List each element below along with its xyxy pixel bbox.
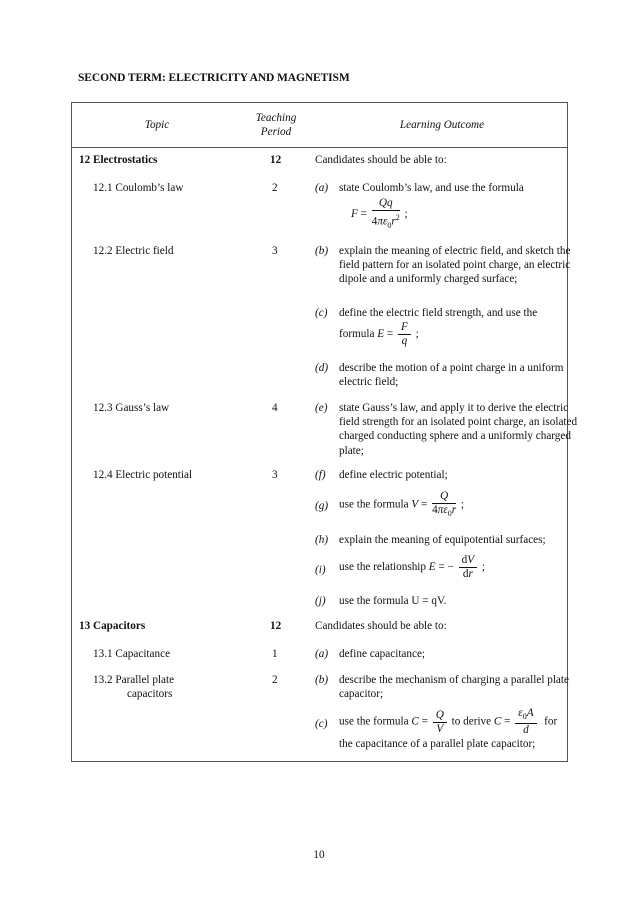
header-divider — [72, 147, 567, 148]
label-12d: (d) — [315, 362, 329, 374]
label-12b: (b) — [315, 245, 329, 257]
topic-12-3: 12.3 Gauss’s law — [93, 402, 170, 414]
topic-12-1: 12.1 Coulomb’s law — [93, 182, 184, 194]
topic-13-1: 13.1 Capacitance — [93, 648, 171, 660]
text-12j: use the formula U = qV. — [339, 595, 447, 607]
page-number: 10 — [313, 849, 325, 861]
text-12d: describe the motion of a point charge in a uniform electric field; — [339, 362, 564, 389]
formula-potential: use the formula V = $\frac{Q}{4\pi\varepsilon_0r}$ ; — [339, 490, 465, 519]
topic-12: 12 Electrostatics — [79, 154, 158, 166]
text-12c: define the electric field strength, and use the — [339, 307, 538, 319]
text-12b: explain the meaning of electric field, and sketch the field pattern for an isolated point charge, an electric dipole and a uniformly charged surface; — [339, 245, 571, 286]
period-13: 12 — [270, 620, 282, 632]
section-heading: SECOND TERM: ELECTRICITY AND MAGNETISM — [78, 72, 350, 84]
topic-12-2: 12.2 Electric field — [93, 245, 174, 257]
label-12e: (e) — [315, 402, 328, 414]
period-13-1: 1 — [272, 648, 278, 660]
col-outcome: Learning Outcome — [399, 119, 485, 131]
label-12j: (j) — [315, 595, 326, 607]
label-12c: (c) — [315, 307, 328, 319]
text-12f: define electric potential; — [339, 469, 448, 481]
text-12a: state Coulomb’s law, and use the formula — [339, 182, 524, 194]
formula-capacitance: use the formula C = $\frac{Q}{V}$ to derive C = $\frac{\varepsilon_0A}{d}$ for — [339, 707, 558, 737]
intro-12: Candidates should be able to: — [315, 154, 447, 166]
period-13-2: 2 — [272, 674, 278, 686]
label-13c: (c) — [315, 718, 328, 730]
period-12-1: 2 — [272, 182, 278, 194]
topic-13: 13 Capacitors — [79, 620, 146, 632]
period-12-2: 3 — [272, 245, 278, 257]
formula-coulomb: F = $\frac{Qq}{4\pi\varepsilon_0r^2}$ ; — [351, 197, 408, 230]
text-12h: explain the meaning of equipotential surfaces; — [339, 534, 546, 546]
intro-13: Candidates should be able to: — [315, 620, 447, 632]
text-13c: the capacitance of a parallel plate capacitor; — [339, 738, 536, 750]
label-12g: (g) — [315, 500, 329, 512]
text-13a: define capacitance; — [339, 648, 426, 660]
label-13b: (b) — [315, 674, 329, 686]
period-12: 12 — [270, 154, 282, 166]
period-12-4: 3 — [272, 469, 278, 481]
col-topic: Topic — [144, 119, 170, 131]
topic-13-2: 13.2 Parallel plate — [93, 674, 175, 686]
formula-gradient: use the relationship E = − $\frac{dV}{dr}$ ; — [339, 554, 485, 580]
syllabus-table — [71, 102, 578, 762]
col-teaching: Teaching Period — [255, 112, 297, 138]
label-12h: (h) — [315, 534, 329, 546]
label-12a: (a) — [315, 182, 329, 194]
text-12e: state Gauss’s law, and apply it to derive the electric field strength for an isolated point charge, an isolated charged conducting sphere and a uniformly charged plate; — [339, 402, 578, 457]
text-13b: describe the mechanism of charging a parallel plate capacitor; — [339, 674, 569, 701]
label-12i: (i) — [315, 564, 326, 576]
topic-13-2-cont: capacitors — [127, 688, 173, 700]
topic-12-4: 12.4 Electric potential — [93, 469, 193, 481]
label-12f: (f) — [315, 469, 326, 481]
label-13a: (a) — [315, 648, 329, 660]
period-12-3: 4 — [272, 402, 278, 414]
formula-field: formula E = $\frac{F}{q}$ ; — [339, 321, 419, 347]
